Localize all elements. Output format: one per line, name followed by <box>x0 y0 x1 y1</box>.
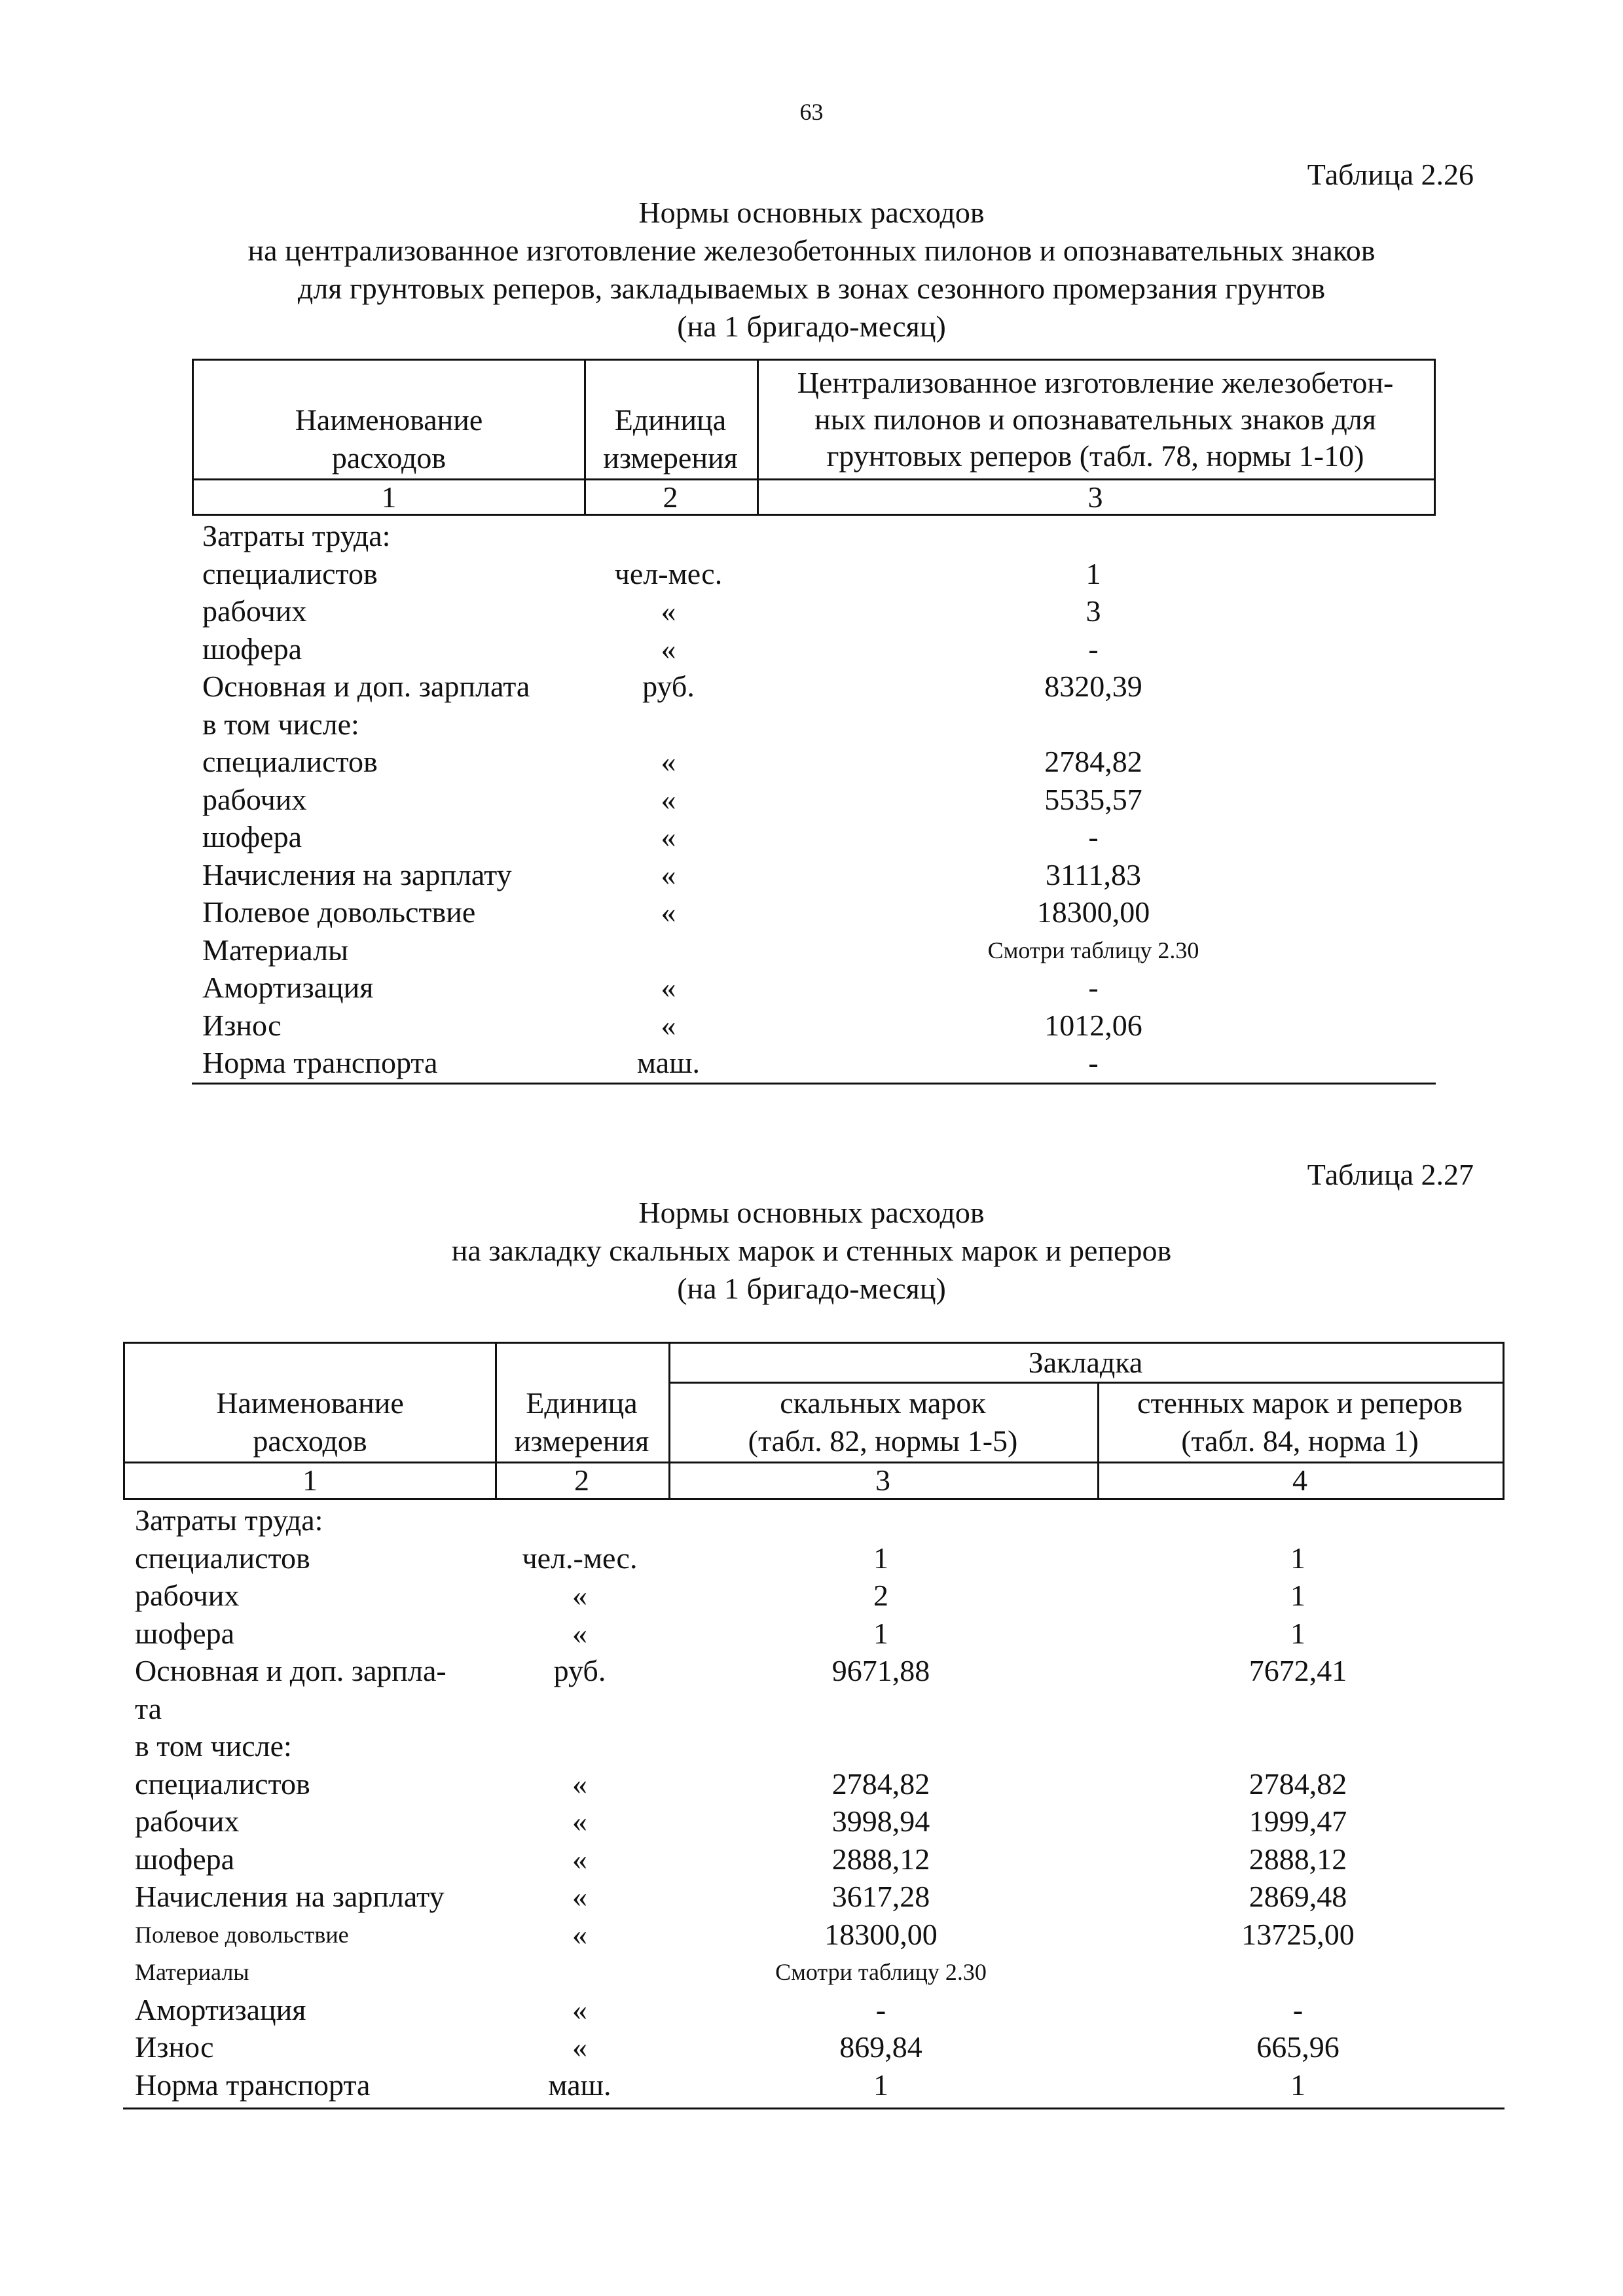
table-row <box>123 1727 1504 1765</box>
row-value: - <box>1088 632 1099 666</box>
header-text: грунтовых реперов (табл. 78, нормы 1-10) <box>826 439 1364 473</box>
row-value: - <box>1088 971 1099 1004</box>
row-value: 1012,06 <box>1044 1008 1142 1042</box>
row-name: в том числе: <box>135 1729 292 1763</box>
table-row <box>192 1007 1436 1045</box>
table2-header-col3 <box>668 1384 1097 1460</box>
table2-header-col2 <box>495 1384 668 1460</box>
header-text: измерения <box>603 441 738 475</box>
table2-title-line: на закладку скальных марок и стенных марок и реперов <box>451 1234 1172 1267</box>
row-name: рабочих <box>135 1804 240 1838</box>
row-name: Затраты труда: <box>135 1503 323 1537</box>
table2-title <box>0 1194 1623 1308</box>
row-unit: « <box>661 594 676 628</box>
row-value: 3111,83 <box>1045 857 1142 891</box>
table1-colnum-3: 3 <box>1087 480 1103 514</box>
table2-colnum-2: 2 <box>574 1463 589 1497</box>
row-name: Материалы <box>135 1959 249 1985</box>
table2-header-group: Закладка <box>1028 1346 1143 1379</box>
row-unit: чел-мес. <box>614 556 723 590</box>
row-name: шофера <box>135 1842 235 1876</box>
row-name: рабочих <box>202 594 307 628</box>
table-row <box>123 1501 1504 1539</box>
table2-header-col1 <box>125 1384 495 1460</box>
header-text: (табл. 84, норма 1) <box>1181 1424 1419 1458</box>
row-name: шофера <box>202 820 302 853</box>
row-value-rock-marks: 2 <box>873 1579 888 1612</box>
row-name: Материалы <box>202 933 348 967</box>
row-unit: руб. <box>553 1654 606 1687</box>
row-unit: « <box>572 1804 587 1838</box>
table2-colnum-3: 3 <box>875 1463 890 1497</box>
row-name: Начисления на зарплату <box>202 857 512 891</box>
row-value: 8320,39 <box>1044 670 1142 703</box>
row-name: Норма транспорта <box>135 2068 371 2102</box>
row-unit: « <box>572 1842 587 1876</box>
row-value-rock-marks: 1 <box>873 1616 888 1650</box>
row-name: Полевое довольствие <box>202 895 476 929</box>
row-value: - <box>1088 820 1099 853</box>
row-value: Смотри таблицу 2.30 <box>987 937 1199 963</box>
row-name: Основная и доп. зарпла- <box>135 1654 447 1687</box>
table1-title-line: для грунтовых реперов, закладываемых в зонах сезонного промерзания грунтов <box>297 272 1326 305</box>
row-value-wall-marks: 1 <box>1290 2068 1305 2102</box>
row-value-wall-marks: 1 <box>1290 1616 1305 1650</box>
row-name: рабочих <box>135 1579 240 1612</box>
row-name: Амортизация <box>135 1992 306 2026</box>
table-row <box>192 743 1436 781</box>
row-name: специалистов <box>202 556 378 590</box>
row-value-rock-marks: 869,84 <box>839 2030 922 2064</box>
row-name: Начисления на зарплату <box>135 1880 445 1913</box>
table-row <box>192 555 1436 593</box>
row-unit: « <box>572 1992 587 2026</box>
row-name: шофера <box>135 1616 235 1650</box>
table-row <box>192 517 1436 555</box>
row-unit: « <box>661 895 676 929</box>
row-value-rock-marks: 2888,12 <box>831 1842 930 1876</box>
table1-title-line: на централизованное изготовление железобетонных пилонов и опознавательных знаков <box>247 234 1376 267</box>
table-row <box>123 1615 1504 1653</box>
table-row <box>192 969 1436 1007</box>
row-value-rock-marks: 1 <box>873 2068 888 2102</box>
row-unit: маш. <box>636 1046 701 1079</box>
row-value-rock-marks: Смотри таблицу 2.30 <box>775 1959 987 1985</box>
table-row <box>192 781 1436 819</box>
table-row <box>123 1953 1504 1991</box>
table2-colnum-1: 1 <box>302 1463 318 1497</box>
table1-header-col3 <box>757 365 1434 475</box>
row-unit: « <box>572 1579 587 1612</box>
table-row <box>192 706 1436 744</box>
table-row <box>123 1539 1504 1577</box>
row-value: 5535,57 <box>1044 782 1142 816</box>
table-row <box>123 2066 1504 2104</box>
row-value-rock-marks: 18300,00 <box>824 1917 938 1951</box>
row-value-rock-marks: 1 <box>873 1541 888 1575</box>
row-unit: маш. <box>548 2068 611 2102</box>
row-name: Полевое довольствие <box>135 1921 349 1948</box>
table1-header-col2 <box>584 401 757 477</box>
table-row <box>192 931 1436 969</box>
table2-header <box>123 1342 1504 1500</box>
row-name: специалистов <box>202 745 378 778</box>
table1-colnum-2: 2 <box>663 480 678 514</box>
row-name: специалистов <box>135 1541 310 1575</box>
row-value-rock-marks: - <box>875 1992 886 2026</box>
row-unit: « <box>661 782 676 816</box>
row-unit: « <box>661 745 676 778</box>
table2-caption: Таблица 2.27 <box>1307 1158 1474 1191</box>
page-number: 63 <box>799 99 824 125</box>
row-value-wall-marks: 1 <box>1290 1579 1305 1612</box>
table-row <box>123 1878 1504 1916</box>
header-text: стенных марок и реперов <box>1137 1386 1463 1420</box>
table1-bottom-rule <box>192 1083 1436 1085</box>
table-row <box>192 630 1436 668</box>
row-unit: « <box>661 857 676 891</box>
header-text: измерения <box>514 1424 649 1458</box>
row-name: шофера <box>202 632 302 666</box>
row-value-wall-marks: 1 <box>1290 1541 1305 1575</box>
table2-header-col4 <box>1097 1384 1503 1460</box>
table-row <box>123 1690 1504 1728</box>
header-text: Наименование <box>295 403 483 437</box>
header-text: Централизованное изготовление железобетон- <box>797 366 1394 399</box>
row-value: 18300,00 <box>1036 895 1150 929</box>
header-text: Наименование <box>216 1386 404 1420</box>
header-text: Единица <box>526 1386 638 1420</box>
row-value-wall-marks: 2784,82 <box>1249 1767 1347 1801</box>
table1-caption: Таблица 2.26 <box>1307 158 1474 191</box>
row-value-wall-marks: 665,96 <box>1256 2030 1340 2064</box>
table-row <box>123 1652 1504 1690</box>
header-text: расходов <box>331 441 447 475</box>
row-unit: « <box>572 1880 587 1913</box>
row-name: Основная и доп. зарплата <box>202 670 530 703</box>
row-value-wall-marks: 7672,41 <box>1249 1654 1347 1687</box>
table1-header <box>192 359 1436 516</box>
header-text: Единица <box>614 403 727 437</box>
row-unit: « <box>572 1767 587 1801</box>
table-row <box>123 1765 1504 1803</box>
row-name: рабочих <box>202 782 307 816</box>
table2-bottom-rule <box>123 2108 1504 2109</box>
row-value-wall-marks: 13725,00 <box>1241 1917 1355 1951</box>
table2-title-line: Нормы основных расходов <box>638 1196 985 1229</box>
row-unit: « <box>572 2030 587 2064</box>
row-name: та <box>135 1691 162 1725</box>
table1-colnum-1: 1 <box>381 480 397 514</box>
row-unit: « <box>572 1917 587 1951</box>
row-name: Норма транспорта <box>202 1046 438 1079</box>
table-row <box>192 1044 1436 1082</box>
table-row <box>123 1840 1504 1878</box>
row-value-wall-marks: - <box>1292 1992 1304 2026</box>
table-row <box>192 668 1436 706</box>
table2-colnum-4: 4 <box>1292 1463 1307 1497</box>
row-value-rock-marks: 2784,82 <box>831 1767 930 1801</box>
row-unit: чел.-мес. <box>522 1541 638 1575</box>
row-unit: « <box>572 1616 587 1650</box>
table2-title-line: (на 1 бригадо-месяц) <box>677 1272 946 1305</box>
row-unit: « <box>661 971 676 1004</box>
table-row <box>123 1991 1504 2029</box>
row-value-rock-marks: 3998,94 <box>831 1804 930 1838</box>
row-unit: « <box>661 820 676 853</box>
row-name: Затраты труда: <box>202 519 391 552</box>
row-name: специалистов <box>135 1767 310 1801</box>
header-text: расходов <box>253 1424 367 1458</box>
row-value: - <box>1088 1046 1099 1079</box>
table1-title <box>0 194 1623 346</box>
row-name: Амортизация <box>202 971 374 1004</box>
table-row <box>123 1916 1504 1954</box>
header-text: ных пилонов и опознавательных знаков для <box>814 403 1376 436</box>
table-row <box>123 2028 1504 2066</box>
row-value-wall-marks: 2869,48 <box>1249 1880 1347 1913</box>
row-unit: « <box>661 632 676 666</box>
row-name: Износ <box>135 2030 214 2064</box>
table-row <box>123 1577 1504 1615</box>
header-text: (табл. 82, нормы 1-5) <box>748 1424 1018 1458</box>
row-value-rock-marks: 9671,88 <box>831 1654 930 1687</box>
row-value-wall-marks: 1999,47 <box>1249 1804 1347 1838</box>
row-name: в том числе: <box>202 707 359 741</box>
table-row <box>123 1803 1504 1840</box>
header-text: скальных марок <box>780 1386 986 1420</box>
table-row <box>192 818 1436 856</box>
row-value-rock-marks: 3617,28 <box>831 1880 930 1913</box>
row-name: Износ <box>202 1008 282 1042</box>
row-value: 3 <box>1085 594 1101 628</box>
table1-title-line: Нормы основных расходов <box>638 196 985 229</box>
table-row <box>192 592 1436 630</box>
row-unit: « <box>661 1008 676 1042</box>
row-value: 1 <box>1085 556 1101 590</box>
table-row <box>192 893 1436 931</box>
table-row <box>192 856 1436 894</box>
table1-header-col1 <box>194 401 584 477</box>
row-unit: руб. <box>642 670 695 703</box>
row-value: 2784,82 <box>1044 745 1142 778</box>
table1-title-line: (на 1 бригадо-месяц) <box>677 310 946 343</box>
row-value-wall-marks: 2888,12 <box>1249 1842 1347 1876</box>
